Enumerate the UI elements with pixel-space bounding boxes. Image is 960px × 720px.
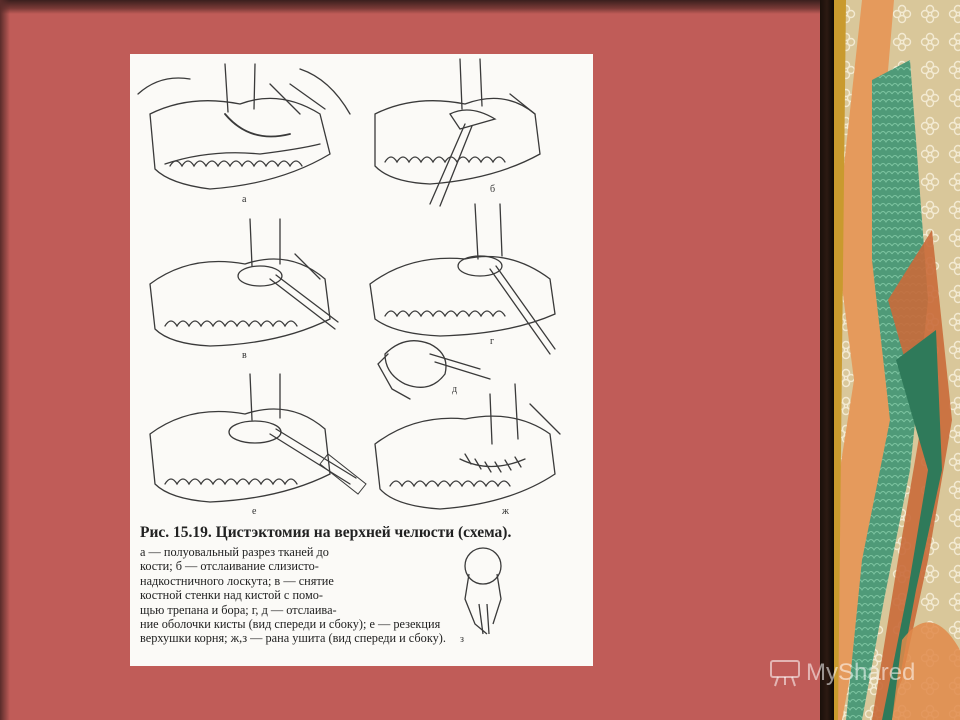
caption-line: щью трепана и бора; г, д — отслаива- bbox=[140, 602, 337, 617]
watermark-text: MyShared bbox=[806, 659, 916, 686]
panel-v-drawing bbox=[150, 219, 338, 346]
panel-label-z: з bbox=[460, 634, 464, 645]
surgical-steps-drawing bbox=[130, 54, 593, 524]
caption-line: кости; б — отслаивание слизисто- bbox=[140, 559, 319, 574]
caption-line: а — полуовальный разрез тканей до bbox=[140, 545, 329, 559]
caption-body bbox=[140, 545, 588, 646]
panel-label-v: в bbox=[242, 350, 247, 361]
caption-line: костной стенки над кистой с помо- bbox=[140, 588, 323, 603]
projector-icon bbox=[768, 658, 802, 688]
caption-line: надкостничного лоскута; в — снятие bbox=[140, 573, 334, 588]
caption-line: ние оболочки кисты (вид спереди и сбоку); е — резекция bbox=[140, 617, 441, 632]
panel-label-d: д bbox=[452, 384, 458, 395]
panel-b-drawing bbox=[375, 59, 540, 206]
caption-title: Рис. 15.19. Цистэктомия на верхней челюсти (схема). bbox=[140, 524, 512, 541]
panel-g-drawing bbox=[370, 204, 555, 354]
caption-line: верхушки корня; ж,з — рана ушита (вид спереди и сбоку). bbox=[140, 631, 446, 646]
panel-label-e: е bbox=[252, 506, 257, 517]
panel-label-zh: ж bbox=[502, 506, 509, 517]
panel-a-drawing bbox=[138, 64, 350, 189]
decorative-side-panel bbox=[832, 0, 960, 720]
vertical-divider-bar bbox=[820, 0, 834, 720]
floral-ribbon-decoration bbox=[832, 0, 960, 720]
left-shadow bbox=[0, 0, 10, 720]
panel-label-g: г bbox=[490, 336, 495, 347]
panel-d-drawing bbox=[378, 341, 490, 399]
figure-caption bbox=[140, 524, 588, 646]
panel-label-b: б bbox=[490, 184, 496, 195]
panel-label-a: а bbox=[242, 194, 247, 205]
watermark bbox=[768, 658, 915, 688]
panel-e-drawing bbox=[150, 374, 366, 502]
illustration-figure bbox=[130, 54, 593, 666]
panel-zh-drawing bbox=[375, 384, 560, 509]
top-shadow bbox=[0, 0, 830, 14]
